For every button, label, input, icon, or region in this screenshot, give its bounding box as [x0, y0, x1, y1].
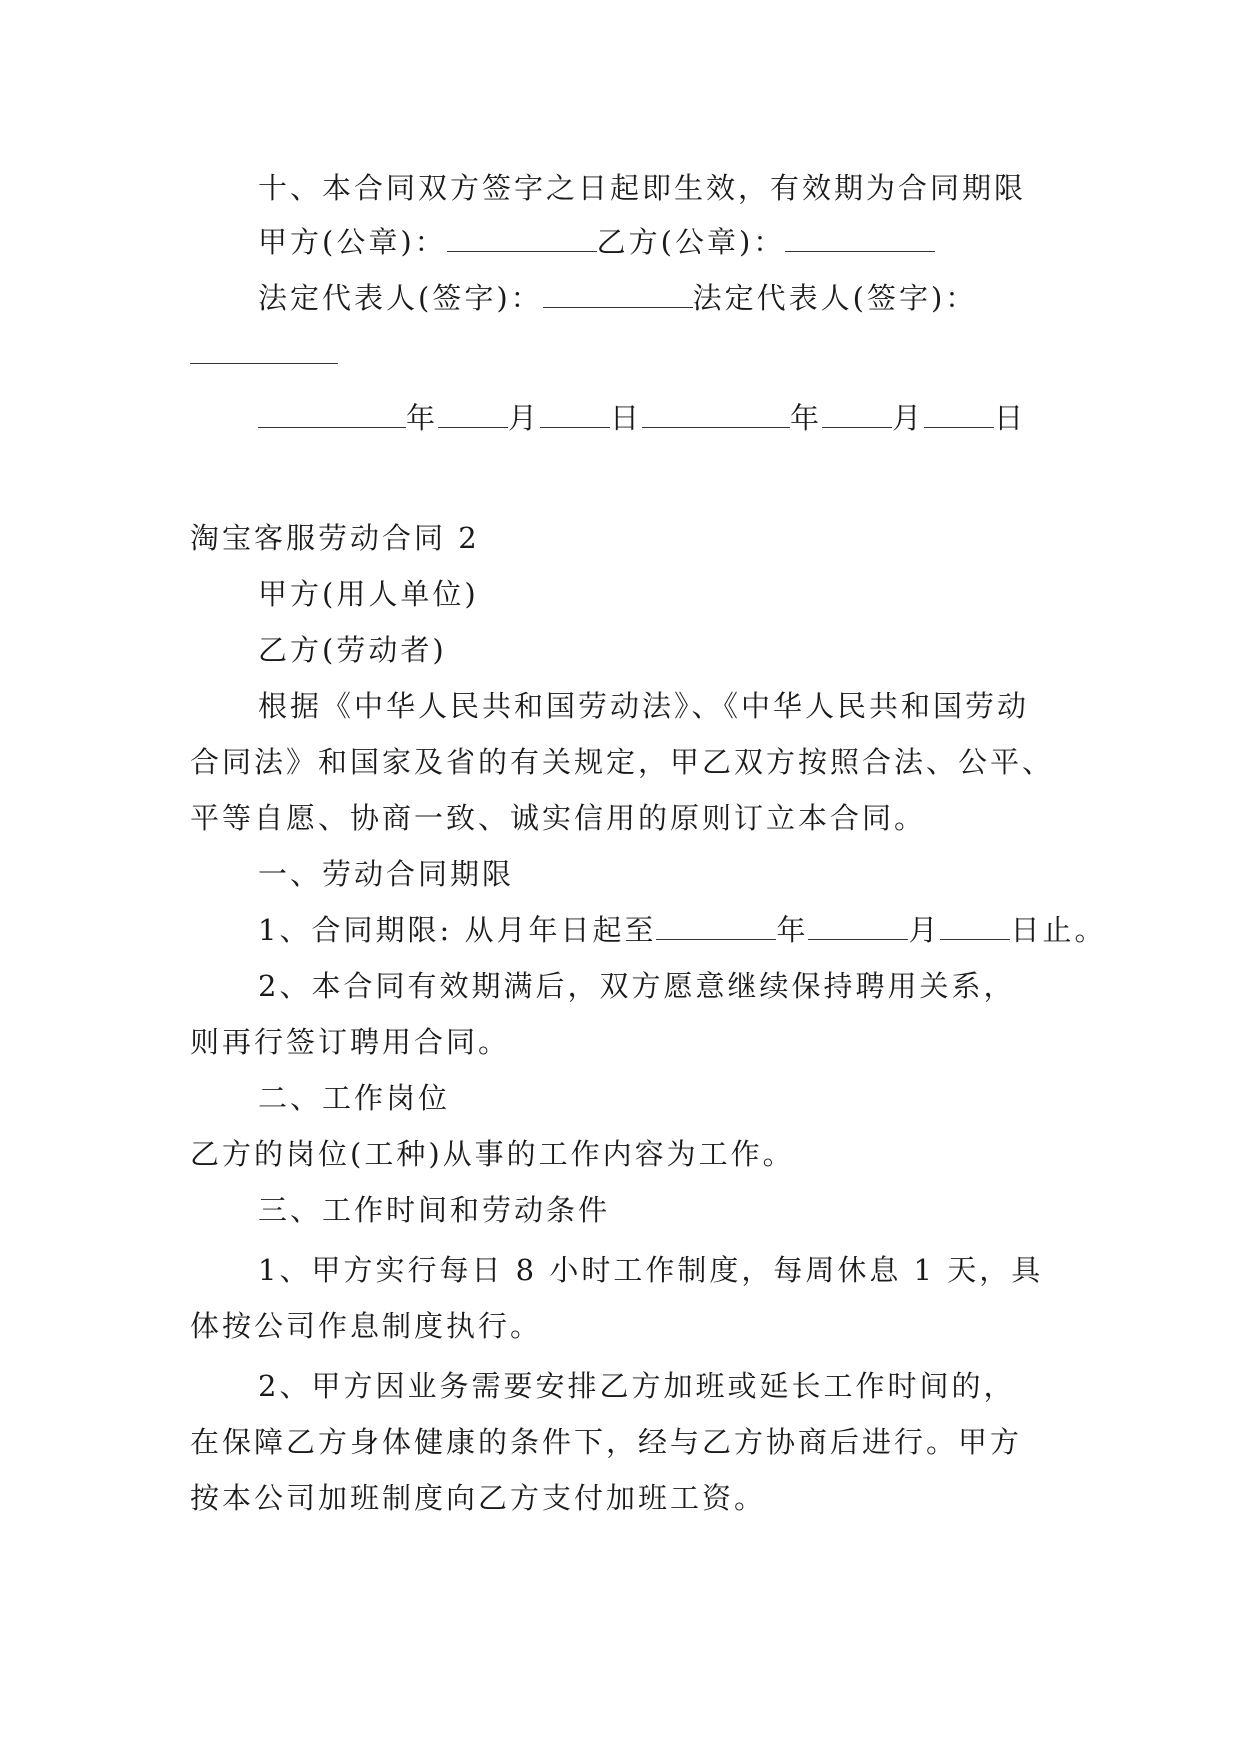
hours-clause-1-line-2: 体按公司作息制度执行。 [190, 1309, 543, 1343]
date-line [258, 398, 1026, 438]
intro-paragraph-line-3: 平等自愿、协商一致、诚实信用的原则订立本合同。 [190, 801, 927, 835]
term-clause-1-text: 1、合同期限: 从月年日起至 [258, 913, 657, 947]
date-b-month-blank [822, 403, 892, 428]
party-b-seal-label: 乙方(公章)： [596, 225, 786, 259]
party-a-line: 甲方(用人单位) [258, 577, 479, 611]
term-year-blank [656, 915, 776, 940]
date-a-month-blank [438, 403, 508, 428]
term-clause-1 [258, 910, 1107, 950]
legal-rep-b-line [190, 334, 338, 374]
term-day-blank [940, 915, 1010, 940]
heading-hours: 三、工作时间和劳动条件 [258, 1193, 611, 1227]
date-a-day-blank [540, 403, 610, 428]
month-label-a: 月 [508, 401, 541, 435]
position-text: 乙方的岗位(工种)从事的工作内容为工作。 [190, 1137, 795, 1171]
seal-line [258, 222, 935, 262]
year-label-b: 年 [790, 401, 823, 435]
term-month-label: 月 [908, 913, 941, 947]
date-b-year-blank [642, 403, 790, 428]
clause-10: 十、本合同双方签字之日起即生效，有效期为合同期限 [258, 171, 1027, 205]
year-label-a: 年 [406, 401, 439, 435]
party-a-seal-label: 甲方(公章)： [258, 225, 447, 259]
party-b-line: 乙方(劳动者) [258, 633, 447, 667]
contract-title: 淘宝客服劳动合同 2 [190, 521, 480, 555]
legal-rep-a-blank [543, 283, 693, 308]
hours-clause-2-line-3: 按本公司加班制度向乙方支付加班工资。 [190, 1481, 767, 1515]
date-a-year-blank [258, 403, 406, 428]
heading-position: 二、工作岗位 [258, 1081, 451, 1115]
party-a-seal-blank [447, 227, 597, 252]
legal-rep-b-blank [190, 339, 338, 364]
legal-rep-a-label: 法定代表人(签字)： [258, 281, 543, 315]
hours-clause-1-line-1: 1、甲方实行每日 8 小时工作制度，每周休息 1 天，具 [258, 1253, 1044, 1287]
date-b-day-blank [924, 403, 994, 428]
day-label-b: 日 [994, 401, 1027, 435]
term-clause-2-line-1: 2、本合同有效期满后，双方愿意继续保持聘用关系， [258, 969, 1016, 1003]
heading-term: 一、劳动合同期限 [258, 857, 515, 891]
hours-clause-2-line-2: 在保障乙方身体健康的条件下，经与乙方协商后进行。甲方 [190, 1425, 1023, 1459]
day-label-a: 日 [610, 401, 643, 435]
party-b-seal-blank [785, 227, 935, 252]
term-month-blank [808, 915, 908, 940]
term-day-end: 日止。 [1010, 913, 1107, 947]
month-label-b: 月 [892, 401, 925, 435]
intro-paragraph-line-1: 根据《中华人民共和国劳动法》、《中华人民共和国劳动 [258, 689, 1030, 723]
legal-rep-line [258, 278, 977, 318]
intro-paragraph-line-2: 合同法》和国家及省的有关规定，甲乙双方按照合法、公平、 [190, 745, 1055, 779]
term-clause-2-line-2: 则再行签订聘用合同。 [190, 1025, 511, 1059]
hours-clause-2-line-1: 2、甲方因业务需要安排乙方加班或延长工作时间的， [258, 1369, 1016, 1403]
term-year-label: 年 [776, 913, 809, 947]
legal-rep-b-label: 法定代表人(签字)： [692, 281, 978, 315]
